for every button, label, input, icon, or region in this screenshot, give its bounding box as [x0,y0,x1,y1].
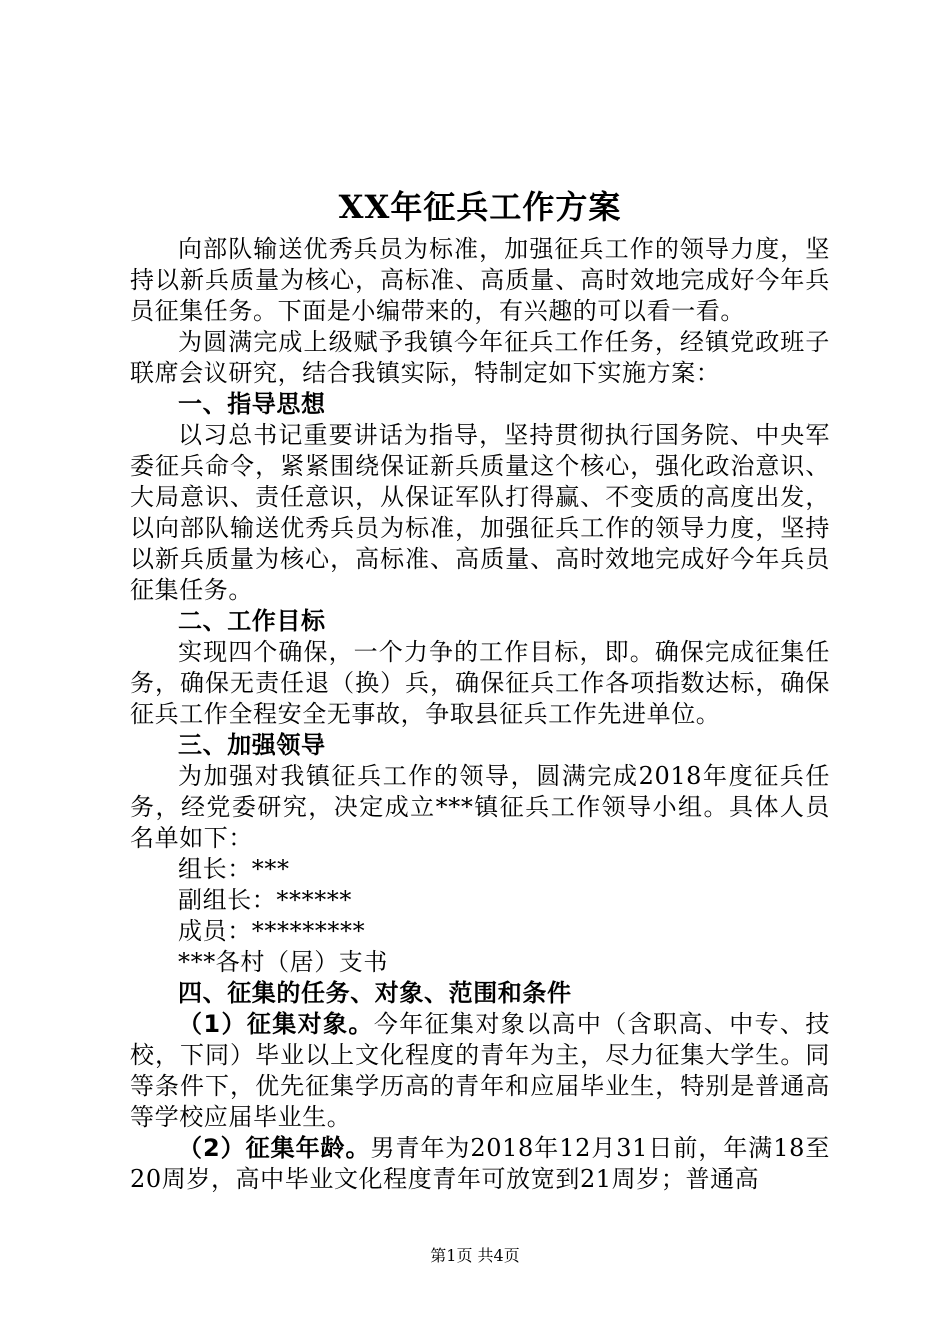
section-body-guiding-ideology: 以习总书记重要讲话为指导，坚持贯彻执行国务院、中央军委征兵命令，紧紧围绕保证新兵质量这个核心，强化政治意识、大局意识、责任意识，从保证军队打得赢、不变质的高度出发，以向部队输送优秀兵员为标准，加强征兵工作的领导力度，坚持以新兵质量为核心，高标准、高质量、高时效地完成好今年兵员征集任务。 [130,421,830,604]
section-heading-recruitment: 四、征集的任务、对象、范围和条件 [178,979,572,1007]
item-text: 男青年为2018年12月31日前，年满18至20周岁，高中毕业文化程度青年可放宽到21周岁；普通高 [130,1134,830,1193]
leader-line: 组长：*** [178,855,290,883]
item-label: （1）征集对象。 [178,1010,374,1038]
section-heading-leadership: 三、加强领导 [178,731,326,759]
deputy-leader-line: 副组长：****** [178,886,352,914]
intro-paragraph: 向部队输送优秀兵员为标准，加强征兵工作的领导力度，坚持以新兵质量为核心，高标准、高质量、高时效地完成好今年兵员征集任务。下面是小编带来的，有兴趣的可以看一看。 [130,235,830,325]
document-title: XX年征兵工作方案 [338,188,622,226]
village-line: ***各村（居）支书 [178,948,388,976]
members-line: 成员：********* [178,917,366,945]
intro-paragraph-2: 为圆满完成上级赋予我镇今年征兵工作任务，经镇党政班子联席会议研究，结合我镇实际，特制定如下实施方案： [130,328,830,387]
section-heading-guiding-ideology: 一、指导思想 [178,390,326,418]
section-heading-work-goals: 二、工作目标 [178,607,326,635]
page-footer: 第1页 共4页 [430,1246,520,1265]
section-body-work-goals: 实现四个确保，一个力争的工作目标，即。确保完成征集任务，确保无责任退（换）兵，确保征兵工作各项指数达标，确保征兵工作全程安全无事故，争取县征兵工作先进单位。 [130,638,830,728]
document-body [130,184,830,1195]
section-body-leadership: 为加强对我镇征兵工作的领导，圆满完成2018年度征兵任务，经党委研究，决定成立***镇征兵工作领导小组。具体人员名单如下： [130,762,830,852]
item-recruitment-age [130,1133,830,1195]
item-label: （2）征集年龄。 [178,1134,371,1162]
item-text: 今年征集对象以高中（含职高、中专、技校，下同）毕业以上文化程度的青年为主，尽力征集大学生。同等条件下，优先征集学历高的青年和应届毕业生，特别是普通高等学校应届毕业生。 [130,1010,830,1131]
item-recruitment-targets [130,1009,830,1133]
